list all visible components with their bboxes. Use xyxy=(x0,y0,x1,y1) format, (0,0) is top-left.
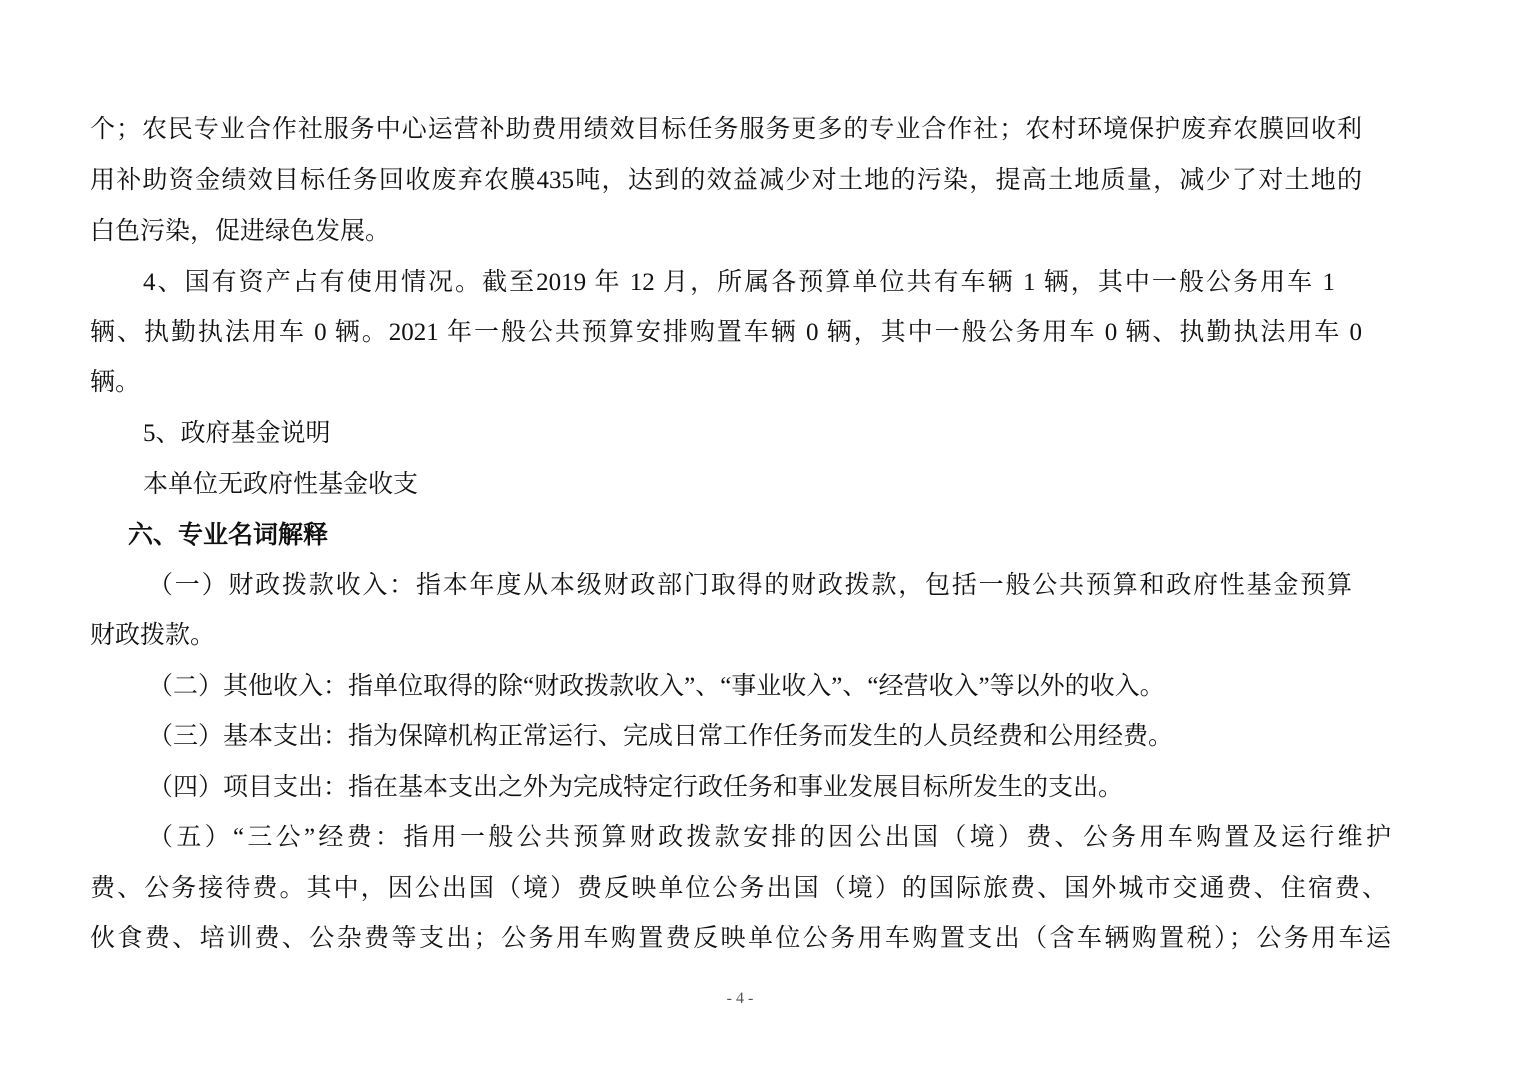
text-line: 个；农民专业合作社服务中心运营补助费用绩效目标任务服务更多的专业合作社；农村环境保护废弃农膜回收利 xyxy=(90,116,1362,143)
text-line: 白色污染，促进绿色发展。 xyxy=(90,218,391,245)
text-line: （五）“三公”经费：指用一般公共预算财政拨款安排的因公出国（境）费、公务用车购置及运行维护 xyxy=(148,824,1391,851)
text-line: （四）项目支出：指在基本支出之外为完成特定行政任务和事业发展目标所发生的支出。 xyxy=(148,774,1124,801)
text-line: 财政拨款。 xyxy=(90,622,216,649)
text-line: 5、政府基金说明 xyxy=(143,420,331,447)
page-number: - 4 - xyxy=(726,990,754,1007)
text-line: 伙食费、培训费、公杂费等支出；公务用车购置费反映单位公务用车购置支出（含车辆购置税）；公务用车运 xyxy=(90,925,1391,952)
text-line: （三）基本支出：指为保障机构正常运行、完成日常工作任务而发生的人员经费和公用经费。 xyxy=(148,723,1174,750)
text-line: 用补助资金绩效目标任务回收废弃农膜435吨，达到的效益减少对土地的污染，提高土地质量，减少了对土地的 xyxy=(90,167,1362,194)
text-line: （一）财政拨款收入：指本年度从本级财政部门取得的财政拨款，包括一般公共预算和政府性基金预算 xyxy=(148,572,1352,599)
text-line: 辆、执勤执法用车 0 辆。2021 年一般公共预算安排购置车辆 0 辆，其中一般公务用车 0 辆、执勤执法用车 0 xyxy=(90,319,1362,346)
text-line: 辆。 xyxy=(90,369,141,396)
section-heading: 六、专业名词解释 xyxy=(128,522,329,549)
text-line: 费、公务接待费。其中，因公出国（境）费反映单位公务出国（境）的国际旅费、国外城市交通费、住宿费、 xyxy=(90,875,1387,902)
text-line: 本单位无政府性基金收支 xyxy=(143,471,419,498)
text-line: 4、国有资产占有使用情况。截至2019 年 12 月，所属各预算单位共有车辆 1 辆，其中一般公务用车 1 xyxy=(143,269,1335,296)
text-line: （二）其他收入：指单位取得的除“财政拨款收入”、“事业收入”、“经营收入”等以外的收入。 xyxy=(148,673,1165,700)
